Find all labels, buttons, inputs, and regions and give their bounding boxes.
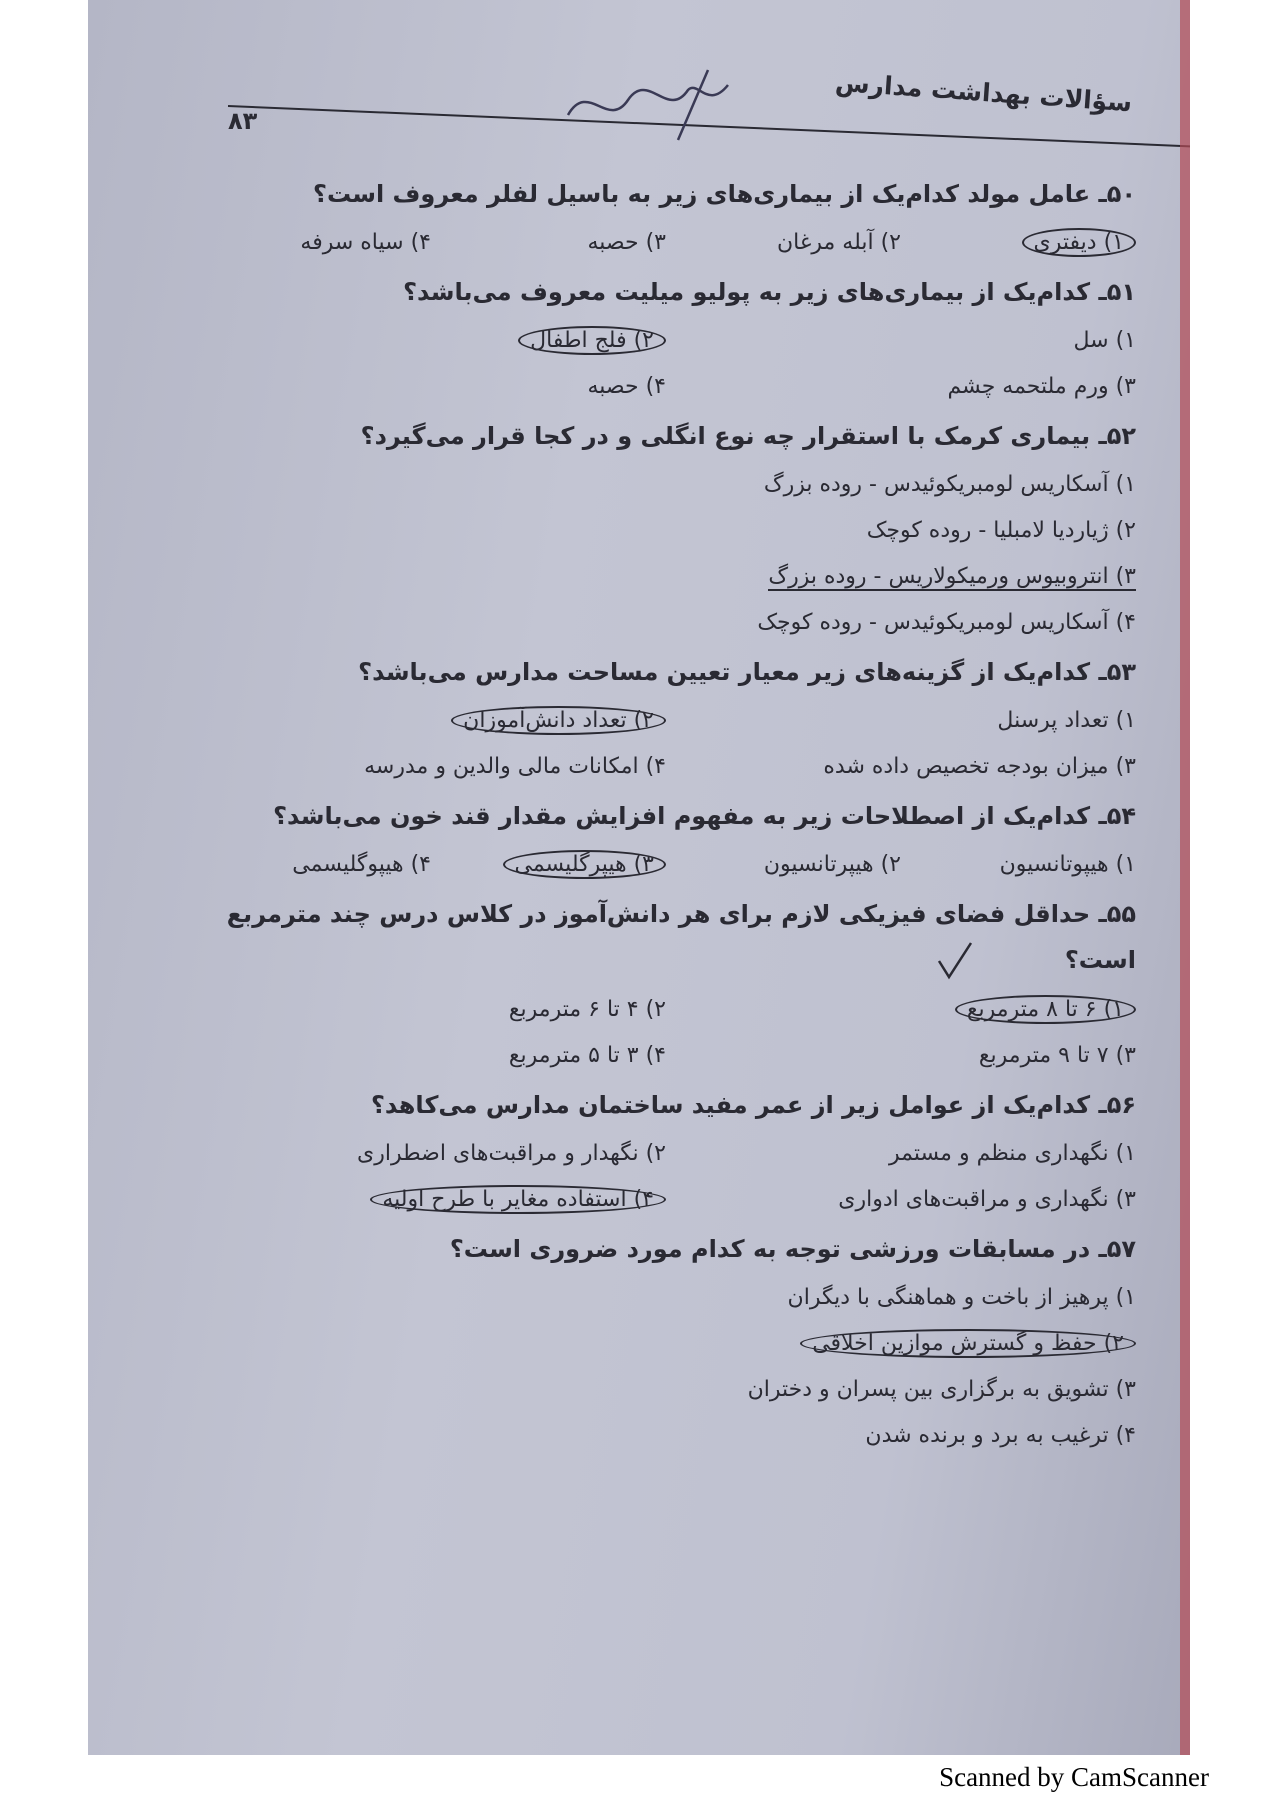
answer-option xyxy=(196,1275,1136,1321)
options-group xyxy=(196,1131,1136,1223)
scanner-watermark: Scanned by CamScanner xyxy=(939,1762,1209,1792)
answer-option xyxy=(196,600,1136,646)
answer-option-label: ۴) امکانات مالی والدین و مدرسه xyxy=(364,754,666,779)
answer-option xyxy=(666,220,901,266)
answer-option xyxy=(196,554,1136,600)
answer-option-label: ۱) هیپوتانسیون xyxy=(999,852,1136,877)
answer-option-label: ۲) نگهدار و مراقبت‌های اضطراری xyxy=(357,1141,666,1166)
answer-option-label: ۱) پرهیز از باخت و هماهنگی با دیگران xyxy=(787,1285,1136,1310)
handwritten-scribble xyxy=(558,60,758,150)
answer-option xyxy=(196,1177,666,1223)
answer-option-label: ۲) فلج اطفال xyxy=(518,326,666,355)
question-text: ۵۶ـ کدام‌یک از عوامل زیر از عمر مفید ساختمان مدارس می‌کاهد؟ xyxy=(371,1091,1136,1119)
answer-option xyxy=(196,698,666,744)
question-text: ۵۴ـ کدام‌یک از اصطلاحات زیر به مفهوم افزایش مقدار قند خون می‌باشد؟ xyxy=(273,802,1136,830)
question-text: ۵۷ـ در مسابقات ورزشی توجه به کدام مورد ضروری است؟ xyxy=(449,1235,1136,1263)
answer-option xyxy=(666,364,1136,410)
question-block xyxy=(196,1229,1136,1459)
answer-option xyxy=(431,220,666,266)
options-row xyxy=(196,1033,1136,1079)
question-block xyxy=(196,416,1136,646)
answer-option xyxy=(196,1413,1136,1459)
answer-option xyxy=(196,318,666,364)
answer-option xyxy=(196,220,431,266)
options-group xyxy=(196,698,1136,790)
answer-option-label: ۲) تعداد دانش‌آموزان xyxy=(451,706,666,735)
question-text-end: است؟ xyxy=(1064,946,1136,974)
answer-option-label: ۱) ۶ تا ۸ مترمربع xyxy=(955,995,1136,1024)
answer-option-label: ۳) میزان بودجه تخصیص داده شده xyxy=(823,754,1136,779)
answer-option-label: ۳) حصبه xyxy=(587,230,666,255)
page-number: ۸۳ xyxy=(228,107,258,135)
options-group xyxy=(196,1275,1136,1459)
answer-option xyxy=(196,1033,666,1079)
answer-option-label: ۲) هیپرتانسیون xyxy=(763,852,901,877)
answer-option xyxy=(431,842,666,888)
question-list xyxy=(196,168,1136,1459)
answer-option-label: ۴) سیاه سرفه xyxy=(300,230,431,255)
answer-option xyxy=(666,1033,1136,1079)
answer-option xyxy=(666,1131,1136,1177)
answer-option xyxy=(196,462,1136,508)
options-row xyxy=(196,1131,1136,1177)
question-text: ۵۲ـ بیماری کرمک با استقرار چه نوع انگلی و در کجا قرار می‌گیرد؟ xyxy=(360,422,1136,450)
answer-option-label: ۱) تعداد پرسنل xyxy=(997,708,1136,733)
handwritten-check-icon xyxy=(935,941,975,981)
answer-option xyxy=(666,698,1136,744)
answer-option-label: ۳) تشویق به برگزاری بین پسران و دختران xyxy=(747,1377,1136,1402)
answer-option xyxy=(666,318,1136,364)
options-group xyxy=(196,220,1136,266)
answer-option xyxy=(666,1177,1136,1223)
question-block xyxy=(196,272,1136,410)
answer-option-label: ۱) دیفتری xyxy=(1022,228,1136,257)
options-row xyxy=(196,698,1136,744)
answer-option-label: ۴) آسکاریس لومبریکوئیدس - روده کوچک xyxy=(757,610,1136,635)
answer-option-label: ۲) ۴ تا ۶ مترمربع xyxy=(508,997,666,1022)
options-row xyxy=(196,220,1136,266)
options-column xyxy=(196,1275,1136,1459)
answer-option xyxy=(196,364,666,410)
options-row xyxy=(196,364,1136,410)
running-header-title: سؤالات بهداشت مدارس xyxy=(834,67,1133,118)
answer-option-label: ۳) انتروبیوس ورمیکولاریس - روده بزرگ xyxy=(768,564,1136,589)
answer-option-label: ۲) ژیاردیا لامبلیا - روده کوچک xyxy=(866,518,1136,543)
answer-option xyxy=(666,744,1136,790)
options-row xyxy=(196,842,1136,888)
answer-option-label: ۴) ۳ تا ۵ مترمربع xyxy=(508,1043,666,1068)
answer-option xyxy=(196,842,431,888)
answer-option xyxy=(196,987,666,1033)
answer-option-label: ۴) هیپوگلیسمی xyxy=(292,852,431,877)
question-text: ۵۵ـ حداقل فضای فیزیکی لازم برای هر دانش‌آموز در کلاس درس چند مترمربع xyxy=(226,900,1136,928)
options-group xyxy=(196,318,1136,410)
answer-option-label: ۱) سل xyxy=(1073,328,1136,353)
question-block xyxy=(196,652,1136,790)
answer-option xyxy=(196,1321,1136,1367)
answer-option-label: ۴) حصبه xyxy=(587,374,666,399)
options-column xyxy=(196,462,1136,646)
question-text: ۵۳ـ کدام‌یک از گزینه‌های زیر معیار تعیین مساحت مدارس می‌باشد؟ xyxy=(358,658,1136,686)
answer-option-label: ۴) استفاده مغایر با طرح اولیه xyxy=(370,1185,666,1214)
answer-option-label: ۲) حفظ و گسترش موازین اخلاقی xyxy=(800,1329,1136,1358)
answer-option xyxy=(666,987,1136,1033)
answer-option-label: ۲) آبله مرغان xyxy=(777,230,901,255)
answer-option xyxy=(901,842,1136,888)
options-row xyxy=(196,1177,1136,1223)
answer-option-label: ۳) هیپرگلیسمی xyxy=(503,850,667,879)
question-text: ۵۰ـ عامل مولد کدام‌یک از بیماری‌های زیر به باسیل لفلر معروف است؟ xyxy=(313,180,1136,208)
answer-option xyxy=(901,220,1136,266)
answer-option xyxy=(196,1367,1136,1413)
question-text-continuation xyxy=(196,940,1136,981)
answer-option-label: ۳) ورم ملتحمه چشم xyxy=(947,374,1136,399)
question-block xyxy=(196,174,1136,266)
answer-option-label: ۴) ترغیب به برد و برنده شدن xyxy=(865,1423,1136,1448)
answer-option xyxy=(196,508,1136,554)
question-block xyxy=(196,1085,1136,1223)
answer-option-label: ۱) آسکاریس لومبریکوئیدس - روده بزرگ xyxy=(763,472,1136,497)
answer-option xyxy=(196,744,666,790)
scanned-page xyxy=(88,0,1190,1755)
options-row xyxy=(196,744,1136,790)
answer-option xyxy=(666,842,901,888)
options-row xyxy=(196,987,1136,1033)
options-group xyxy=(196,842,1136,888)
options-group xyxy=(196,987,1136,1079)
question-text: ۵۱ـ کدام‌یک از بیماری‌های زیر به پولیو میلیت معروف می‌باشد؟ xyxy=(403,278,1136,306)
answer-option-label: ۳) ۷ تا ۹ مترمربع xyxy=(978,1043,1136,1068)
answer-option-label: ۱) نگهداری منظم و مستمر xyxy=(889,1141,1136,1166)
options-row xyxy=(196,318,1136,364)
options-group xyxy=(196,462,1136,646)
answer-option-label: ۳) نگهداری و مراقبت‌های ادواری xyxy=(838,1187,1136,1212)
answer-option xyxy=(196,1131,666,1177)
question-block xyxy=(196,796,1136,888)
question-block xyxy=(196,894,1136,1079)
